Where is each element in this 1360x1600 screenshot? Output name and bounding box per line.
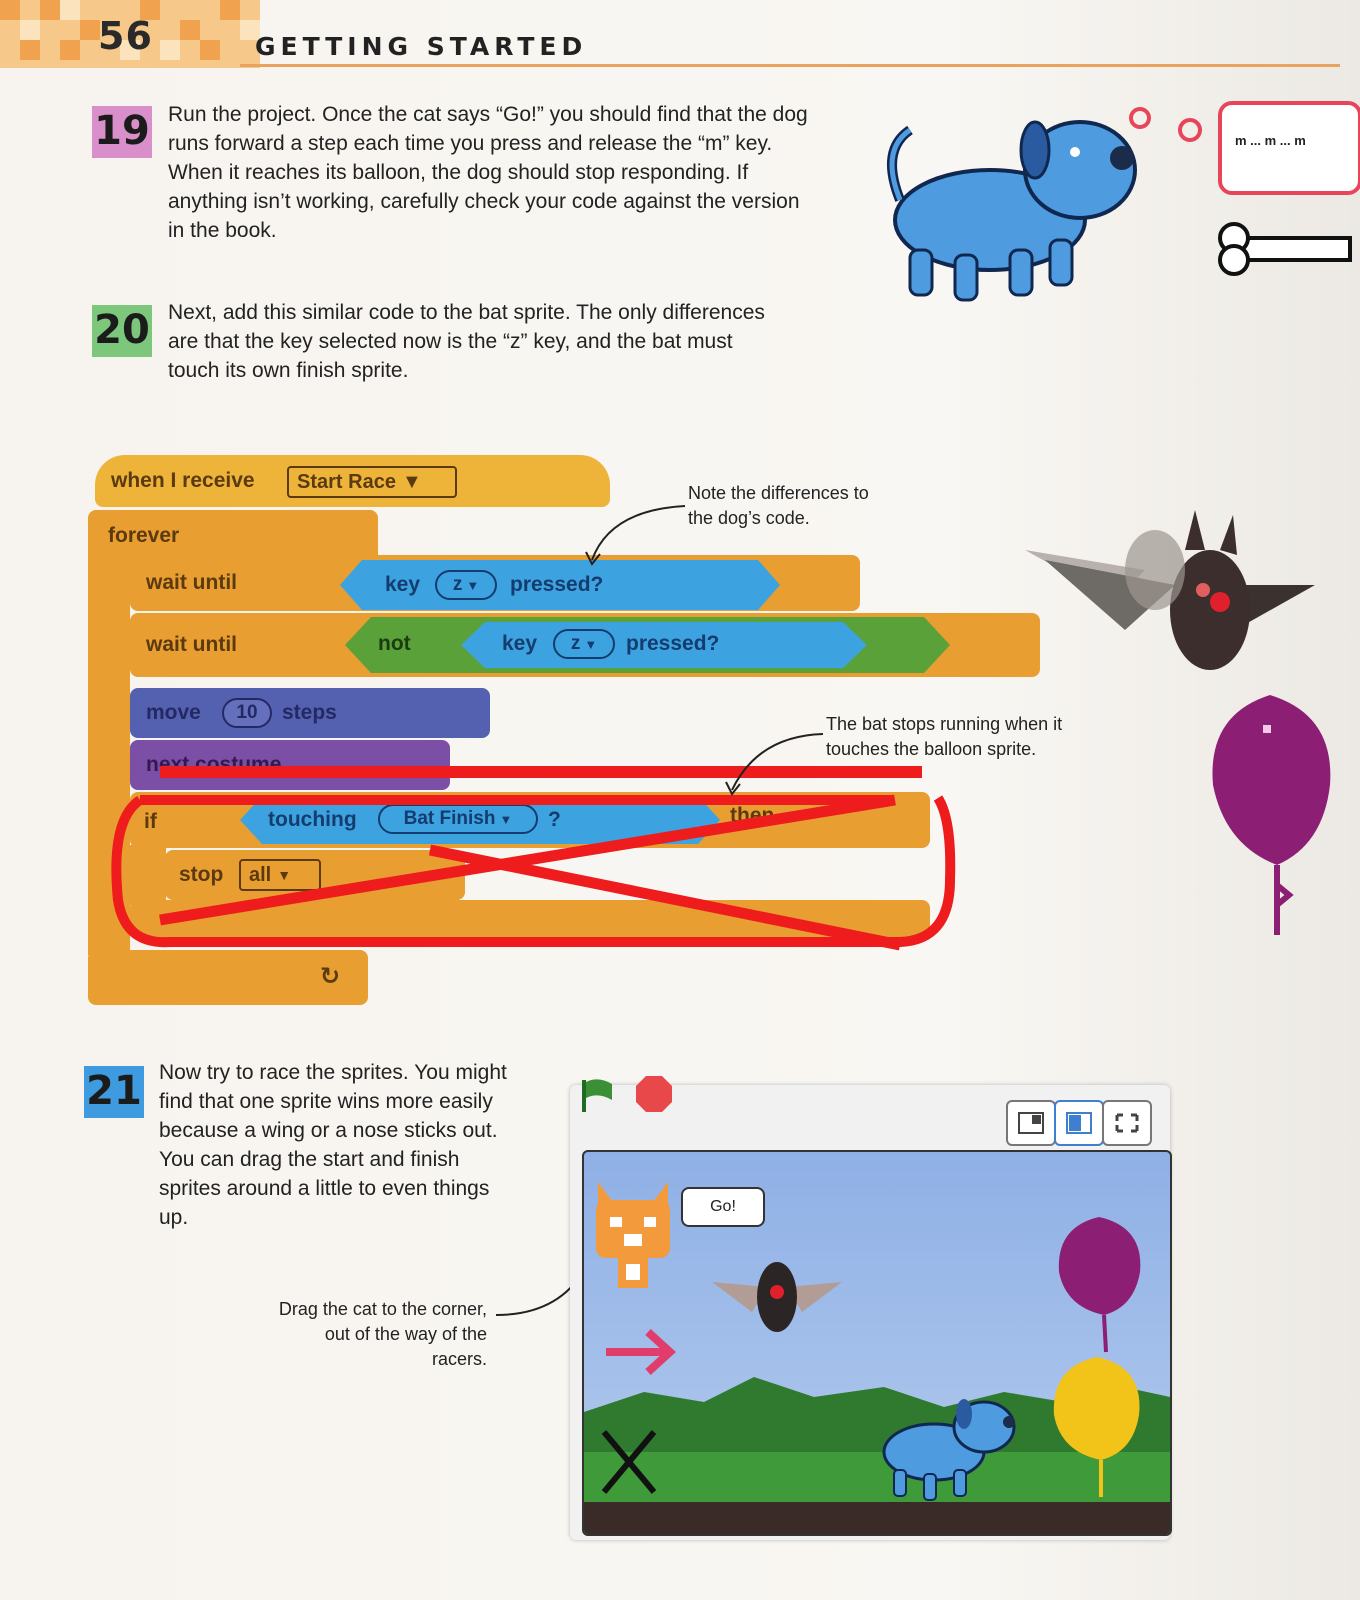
go-speech-bubble [681,1187,765,1227]
touching-dropdown-value: Bat Finish [403,808,496,829]
question-mark: ? [548,808,561,831]
stop-sign-icon[interactable] [634,1074,674,1114]
hat-label: when I receive [111,469,255,492]
chevron-down-icon: ▼ [401,470,422,493]
purple-balloon-sprite[interactable] [1054,1217,1144,1357]
arrow-icon [718,728,828,798]
arrow-icon [580,500,690,570]
key-label-2: key [502,632,538,655]
move-steps-block[interactable] [130,688,490,738]
forever-label: forever [108,524,180,547]
chevron-down-icon: ▼ [499,811,513,827]
loop-arrow-icon: ↻ [320,963,341,990]
header-rule [240,64,1340,67]
yellow-balloon-sprite[interactable] [1049,1357,1144,1502]
stop-label: stop [179,863,224,886]
fullscreen-icon [1114,1112,1140,1134]
small-stage-icon [1018,1112,1044,1134]
stage-canvas[interactable] [582,1150,1172,1536]
key-label-1: key [385,573,421,596]
key-dropdown-1[interactable] [435,570,497,600]
differences-note: Note the differences to the dog’s code. [688,483,869,528]
step-20-number: 20 [92,305,152,357]
go-speech-text: Go! [710,1198,736,1215]
steps-input-value: 10 [236,702,258,723]
bat-illustration [1025,490,1325,690]
balloon-illustration [1205,695,1335,945]
step-20-text: Next, add this similar code to the bat sprite. The only differences are that the key selected now is the “z” key, and the bat must touch its own finish sprite. [168,301,765,382]
chevron-down-icon: ▼ [584,636,598,652]
bat-sprite[interactable] [712,1242,842,1342]
steps-input[interactable] [222,698,272,728]
key-dropdown-1-value: z [452,574,463,595]
when-i-receive-block[interactable] [95,455,610,507]
thought-bubble-icon [1120,98,1360,298]
bat-stops-note: The bat stops running when it touches the balloon sprite. [826,714,1063,759]
if-label: if [144,810,157,833]
next-costume-label: next costume [146,753,282,776]
pressed-label-1: pressed? [510,573,604,596]
step-21-number: 21 [84,1066,144,1118]
dog-illustration [870,110,1150,310]
fullscreen-button[interactable] [1102,1100,1152,1146]
message-dropdown-value: Start Race [297,470,396,493]
red-cross-out-mark [100,760,970,960]
then-label: then [730,804,775,827]
dog-sprite[interactable] [869,1392,1019,1502]
pressed-label-2: pressed? [626,632,720,655]
normal-stage-icon [1066,1112,1092,1134]
key-dropdown-2[interactable] [553,629,615,659]
key-dropdown-2-value: z [570,633,581,654]
dog-speech-text: m ... m ... m [1235,133,1306,148]
bone-icon [1220,224,1350,274]
pink-arrow-marker [602,1322,682,1382]
normal-stage-button[interactable] [1054,1100,1104,1146]
touching-label: touching [268,808,357,831]
page-number: 56 [98,14,153,58]
stop-dropdown-value: all [249,863,272,886]
wait-until-label-1: wait until [146,571,237,594]
chevron-down-icon: ▼ [277,867,292,883]
cat-sprite[interactable] [588,1172,678,1302]
green-flag-icon[interactable] [578,1076,618,1114]
not-label: not [378,632,411,655]
chevron-down-icon: ▼ [466,577,480,593]
step-19-number: 19 [92,106,152,158]
wait-until-label-2: wait until [146,633,237,656]
message-dropdown[interactable] [287,466,457,498]
section-title: GETTING STARTED [255,32,588,61]
small-stage-button[interactable] [1006,1100,1056,1146]
drag-cat-note: Drag the cat to the corner, out of the way of the racers. [278,1299,487,1369]
step-19-text: Run the project. Once the cat says “Go!” you should find that the dog runs forward a step each time you press and release the “m” key. When it reaches its balloon, the dog should stop responding. If anything isn’t working, carefully check your code against the version in the book. [168,103,808,242]
move-label: move [146,701,201,724]
step-21-text: Now try to race the sprites. You might find that one sprite wins more easily because a wing or a nose sticks out. You can drag the start and finish sprites around a little to even things up. [159,1061,507,1229]
steps-label: steps [282,701,337,724]
